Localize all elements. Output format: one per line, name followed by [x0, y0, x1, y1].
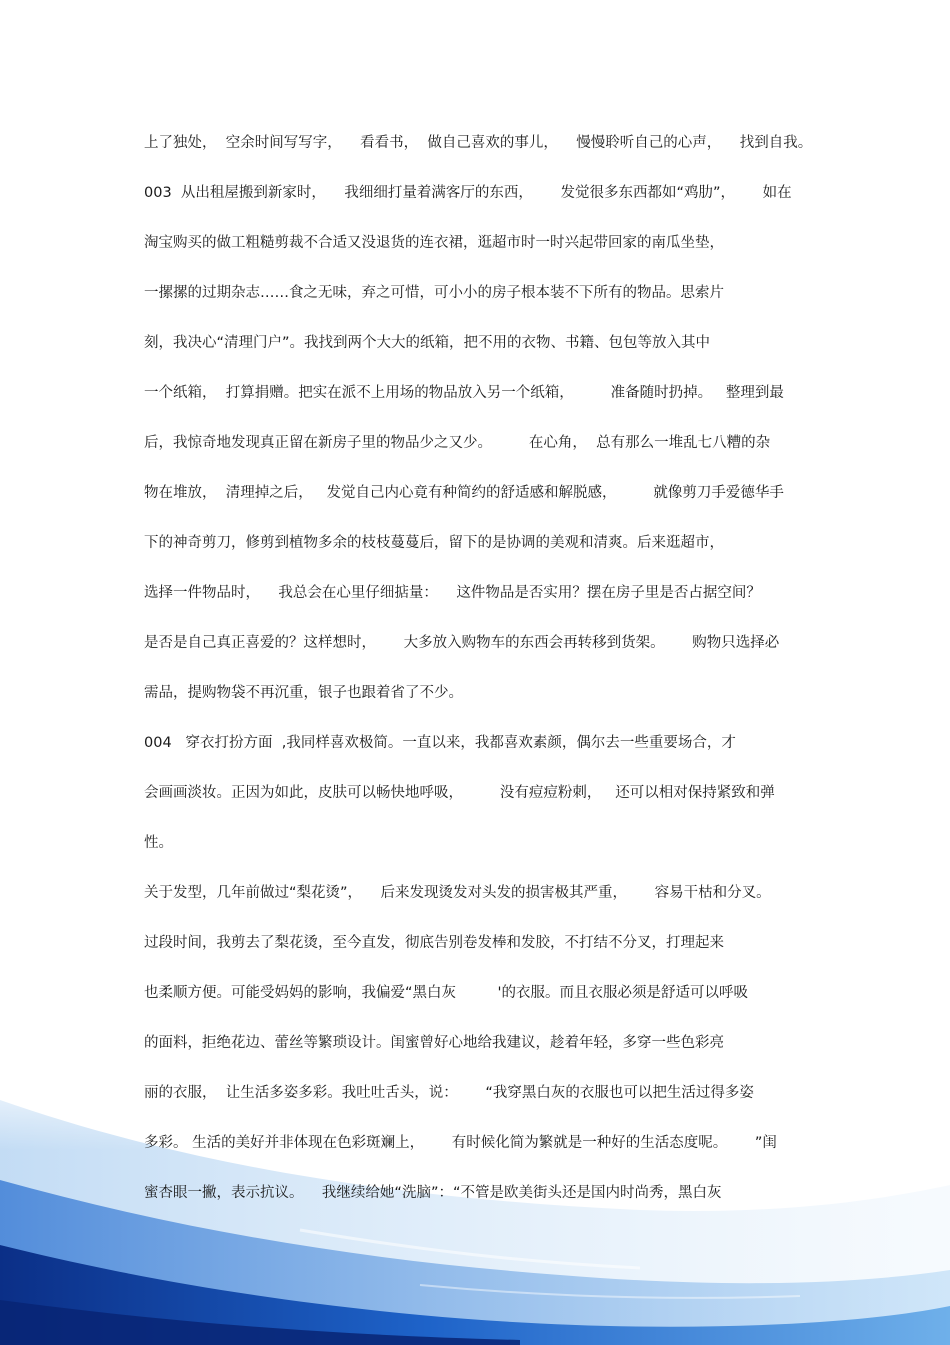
text-line: 下的神奇剪刀，修剪到植物多余的枝枝蔓蔓后，留下的是协调的美观和清爽。后来逛超市， [144, 535, 724, 551]
text-line: 刻，我决心“清理门户”。我找到两个大大的纸箱，把不用的衣物、书籍、包包等放入其中 [144, 335, 711, 351]
text-line: 过段时间，我剪去了梨花烫，至今直发，彻底告别卷发棒和发胶，不打结不分叉，打理起来 [144, 935, 724, 951]
text-line: 后，我惊奇地发现真正留在新房子里的物品少之又少。 在心角， 总有那么一堆乱七八糟的杂 [144, 435, 771, 451]
text-line: 是否是自己真正喜爱的？这样想时， 大多放入购物车的东西会再转移到货架。 购物只选择必 [144, 635, 780, 651]
text-line: 会画画淡妆。正因为如此，皮肤可以畅快地呼吸， 没有痘痘粉刺， 还可以相对保持紧致和弹 [144, 785, 775, 801]
text-line: 004 穿衣打扮方面 ,我同样喜欢极简。一直以来，我都喜欢素颜，偶尔去一些重要场合，才 [144, 735, 736, 751]
body-text [144, 125, 814, 1225]
text-line: 关于发型，几年前做过“梨花烫”， 后来发现烫发对头发的损害极其严重， 容易干枯和分叉。 [144, 885, 771, 901]
text-line: 的面料，拒绝花边、蕾丝等繁琐设计。闺蜜曾好心地给我建议，趁着年轻，多穿一些色彩亮 [144, 1035, 724, 1051]
text-line: 需品，提购物袋不再沉重，银子也跟着省了不少。 [144, 685, 463, 701]
text-line: 003 从出租屋搬到新家时， 我细细打量着满客厅的东西， 发觉很多东西都如“鸡肋”， 如在 [144, 185, 792, 201]
text-line: 选择一件物品时， 我总会在心里仔细掂量： 这件物品是否实用？摆在房子里是否占据空间？ [144, 585, 761, 601]
text-line: 物在堆放， 清理掉之后， 发觉自己内心竟有种简约的舒适感和解脱感， 就像剪刀手爱德华手 [144, 485, 784, 501]
text-line: 性。 [144, 835, 173, 851]
text-line: 也柔顺方便。可能受妈妈的影响，我偏爱“黑白灰 '的衣服。而且衣服必须是舒适可以呼吸 [144, 985, 748, 1001]
text-line: 蜜杏眼一撇，表示抗议。 我继续给她“洗脑”：“不管是欧美街头还是国内时尚秀，黑白灰 [144, 1185, 722, 1201]
text-line: 一摞摞的过期杂志……食之无味，弃之可惜，可小小的房子根本装不下所有的物品。思索片 [144, 285, 724, 301]
text-line: 多彩。 生活的美好并非体现在色彩斑斓上， 有时候化简为繁就是一种好的生活态度呢。 ”闺 [144, 1135, 777, 1151]
text-line: 上了独处， 空余时间写写字， 看看书， 做自己喜欢的事儿， 慢慢聆听自己的心声， 找到自我。 [144, 135, 813, 151]
text-line: 丽的衣服， 让生活多姿多彩。我吐吐舌头，说： “我穿黑白灰的衣服也可以把生活过得多姿 [144, 1085, 754, 1101]
text-line: 一个纸箱， 打算捐赠。把实在派不上用场的物品放入另一个纸箱， 准备随时扔掉。 整理到最 [144, 385, 784, 401]
text-line: 淘宝购买的做工粗糙剪裁不合适又没退货的连衣裙，逛超市时一时兴起带回家的南瓜坐垫， [144, 235, 724, 251]
